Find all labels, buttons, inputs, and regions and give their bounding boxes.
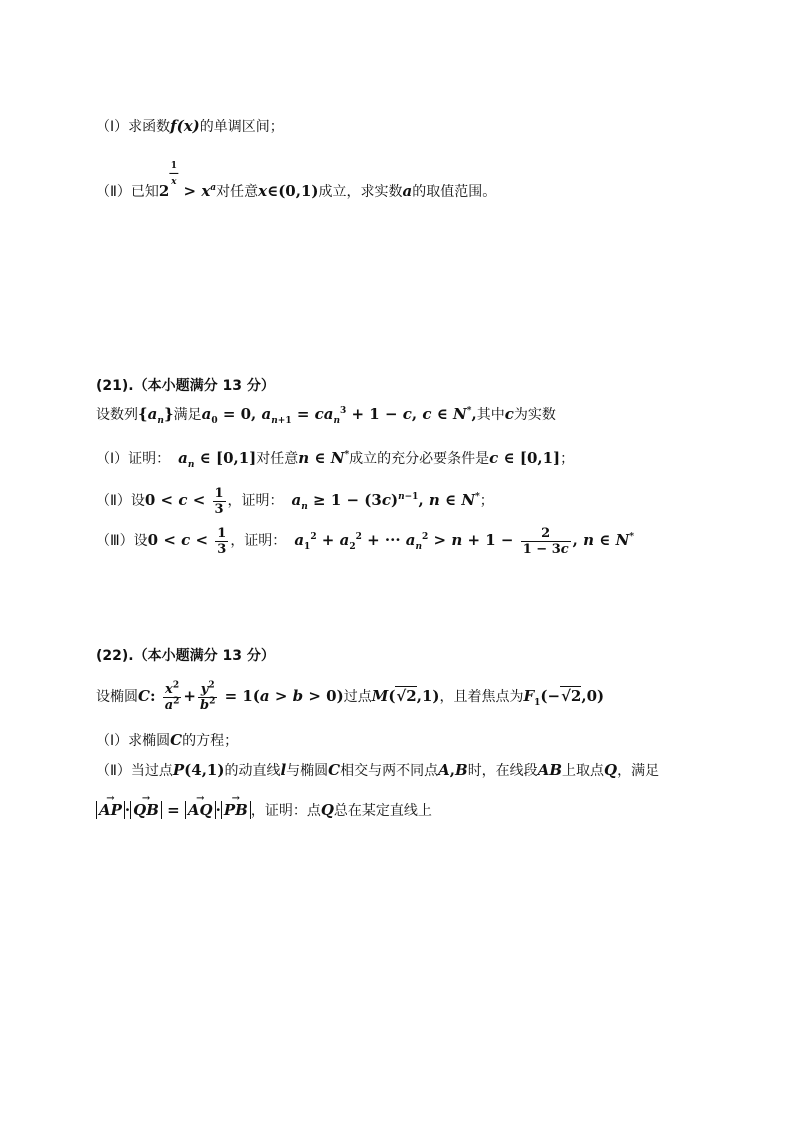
q21-part1: （Ⅰ）证明： $a_n$ ∈ [0,1]对任意n ∈ N*成立的充分必要条件是c ∈ [0,1]；	[96, 449, 575, 470]
q20-part2: （Ⅱ）已知$2^{1 ― x} > x^a$对任意x∈(0,1)成立，求实数a的取值范围。	[96, 161, 497, 200]
q21-header: (21).（本小题满分 13 分）	[96, 378, 275, 394]
q22-header: (22).（本小题满分 13 分）	[96, 648, 275, 664]
q21-part2: （Ⅱ）设0 < c < $\frac{1}{3}$ ，证明： $a_n \ge 1 - (3c)^{n-1}$, n ∈ N*；	[96, 485, 494, 517]
vector-equation: → AP ·→ QB = → AQ ·→ PB	[96, 801, 251, 819]
q22-part2-line2: → AP ·→ QB = → AQ ·→ PB ，证明：点Q总在某定直线上	[96, 800, 432, 821]
fraction-one-third: $\frac{1}{3}$	[217, 525, 227, 557]
fraction-x2-a2: $\frac{x^2}{a^2}$	[164, 680, 180, 713]
recurrence-expr: $a_0 = 0$, $a_{n+1} = ca_n^3 + 1 - c$, c ∈ N*,	[201, 405, 477, 426]
q21-intro: 设数列$\{a_n\}$满足$a_0 = 0$, $a_{n+1} = ca_n^3 + 1 - c$, c ∈ N*,其中c为实数	[96, 405, 556, 426]
fraction-y2-b2: $\frac{y^2}{b^2}$	[200, 680, 216, 713]
sequence-expr: $\{a_n\}$	[138, 405, 174, 426]
fraction-one-third: $\frac{1}{3}$	[214, 485, 224, 517]
q22-part2: （Ⅱ）当过点P(4,1)的动直线l与椭圆C相交与两不同点A,B时，在线段AB上取点Q，满足	[96, 761, 660, 779]
fraction-two-over: $\frac{2}{1 - 3c}$	[522, 525, 569, 557]
q22-intro: 设椭圆C: $\frac{x^2}{a^2}$ + $\frac{y^2}{b^2}$ = 1(a > b > 0)过点M(√2,1)，且着焦点为$F_1(-√2,0)$	[96, 680, 605, 713]
fx-expr: f(x)	[170, 117, 200, 135]
domain-expr: x	[258, 182, 268, 200]
q20-part1: （Ⅰ）求函数f(x)的单调区间；	[96, 117, 284, 135]
q22-part1: （Ⅰ）求椭圆C的方程；	[96, 731, 239, 749]
q21-part3: （Ⅲ）设0 < c < $\frac{1}{3}$ ，证明： $a_1^2 + a_2^2$ + ··· $a_n^2 > n + 1$ − $\frac{2}{1 - 3c}$ , n ∈ N*	[96, 525, 635, 557]
inequality-expr: $2^{1 ― x} > x^a$	[158, 161, 217, 200]
